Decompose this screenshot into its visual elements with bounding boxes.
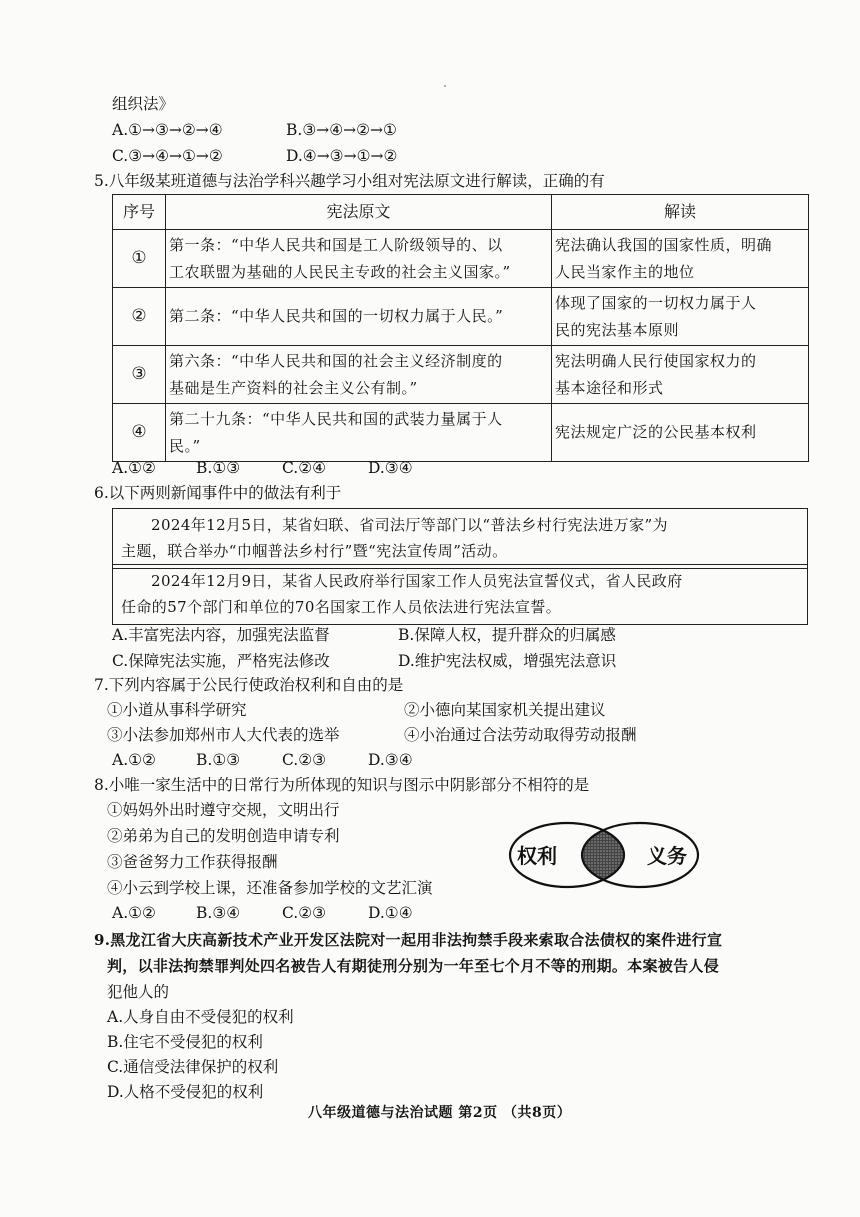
table-row [113, 288, 809, 346]
q9-option-a: A.人身自由不受侵犯的权利 [107, 1008, 294, 1026]
header-text: 宪法原文 [166, 195, 552, 230]
news1-line1: 2024年12月5日，某省妇联、省司法厅等部门以“普法乡村行宪法进万家”为 [151, 516, 668, 534]
row-num: ③ [113, 346, 166, 404]
q4-option-d: D.④→③→①→② [286, 147, 398, 165]
row-text-l1: 第二十九条：“中华人民共和国的武装力量属于人 [169, 410, 503, 429]
q8-option-c: C.②③ [282, 904, 327, 922]
row-interp-l1: 体现了国家的一切权力属于人 [555, 294, 757, 313]
q9-option-d: D.人格不受侵犯的权利 [107, 1083, 264, 1101]
q7-stem: 7.下列内容属于公民行使政治权利和自由的是 [94, 676, 404, 694]
q4-option-c: C.③→④→①→② [112, 147, 223, 165]
venn-left-label: 权利 [517, 844, 557, 868]
q5-option-a: A.①② [112, 459, 156, 477]
row-interp [552, 404, 809, 462]
constitution-table [112, 194, 809, 462]
q7-option-c: C.②③ [282, 751, 327, 769]
q9-option-c: C.通信受法律保护的权利 [107, 1058, 279, 1076]
row-num: ② [113, 288, 166, 346]
q5-option-d: D.③④ [368, 459, 413, 477]
row-interp-l2: 人民当家作主的地位 [555, 262, 695, 281]
q8-item-3: ③爸爸努力工作获得报酬 [107, 853, 278, 871]
q7-item-1: ①小道从事科学研究 [107, 701, 247, 719]
row-num: ④ [113, 404, 166, 462]
scan-speck [444, 85, 446, 87]
q8-stem: 8.小唯一家生活中的日常行为所体现的知识与图示中阴影部分不相符的是 [94, 776, 590, 794]
row-interp-l1: 宪法明确人民行使国家权力的 [555, 352, 757, 371]
q7-item-3: ③小法参加郑州市人大代表的选举 [107, 726, 340, 744]
q9-stem-line1: 9.黑龙江省大庆高新技术产业开发区法院对一起用非法拘禁手段来索取合法债权的案件进行宣 [94, 931, 723, 949]
q6-option-a: A.丰富宪法内容，加强宪法监督 [112, 626, 330, 644]
q4-continuation: 组织法》 [112, 95, 175, 113]
q4-option-a: A.①→③→②→④ [112, 121, 223, 139]
row-text [166, 230, 552, 288]
table-row [113, 346, 809, 404]
rights-duties-venn-diagram [507, 820, 702, 890]
row-text-l2: 工农联盟为基础的人民民主专政的社会主义国家。” [169, 262, 511, 281]
header-interp: 解读 [552, 195, 809, 230]
q8-option-a: A.①② [112, 904, 156, 922]
row-text-l1: 第六条：“中华人民共和国的社会主义经济制度的 [169, 352, 503, 371]
row-text [166, 288, 552, 346]
row-interp [552, 230, 809, 288]
row-interp-l1: 宪法确认我国的国家性质，明确 [555, 236, 773, 255]
news-box-1 [112, 508, 808, 569]
row-text-l1: 第二条：“中华人民共和国的一切权力属于人民。” [169, 307, 504, 326]
q5-option-b: B.①③ [196, 459, 241, 477]
table-row [113, 230, 809, 288]
row-text [166, 346, 552, 404]
row-text-l2: 基础是生产资料的社会主义公有制。” [169, 378, 418, 397]
q8-item-4: ④小云到学校上课，还准备参加学校的文艺汇演 [107, 879, 433, 897]
row-interp-l2: 基本途径和形式 [555, 378, 664, 397]
row-num: ① [113, 230, 166, 288]
q6-option-c: C.保障宪法实施，严格宪法修改 [112, 652, 330, 670]
q7-item-2: ②小德向某国家机关提出建议 [404, 701, 606, 719]
news2-line2: 任命的57个部门和单位的70名国家工作人员依法进行宪法宣誓。 [121, 597, 562, 616]
q9-stem-line3: 犯他人的 [107, 983, 170, 1001]
q6-option-d: D.维护宪法权威，增强宪法意识 [398, 652, 617, 670]
row-interp-l1: 宪法规定广泛的公民基本权利 [555, 423, 757, 442]
row-text-l1: 第一条：“中华人民共和国是工人阶级领导的、以 [169, 236, 503, 255]
table-row [113, 404, 809, 462]
q6-stem: 6.以下两则新闻事件中的做法有利于 [94, 484, 342, 502]
q8-option-d: D.①④ [368, 904, 413, 922]
q7-item-4: ④小治通过合法劳动取得劳动报酬 [404, 726, 637, 744]
venn-right-label: 义务 [647, 844, 687, 868]
q9-option-b: B.住宅不受侵犯的权利 [107, 1033, 263, 1051]
page-footer: 八年级道德与法治试题 第2页 （共8页） [308, 1105, 572, 1121]
q8-item-1: ①妈妈外出时遵守交规，文明出行 [107, 801, 340, 819]
q5-option-c: C.②④ [282, 459, 327, 477]
q9-stem-line2: 判，以非法拘禁罪判处四名被告人有期徒刑分别为一年至七个月不等的刑期。本案被告人侵 [107, 957, 720, 975]
q7-option-b: B.①③ [196, 751, 241, 769]
q5-stem: 5.八年级某班道德与法治学科兴趣学习小组对宪法原文进行解读，正确的有 [94, 172, 605, 190]
news1-line2: 主题，联合举办“巾帼普法乡村行”暨“宪法宣传周”活动。 [121, 541, 508, 560]
header-num: 序号 [113, 195, 166, 230]
q4-option-b: B.③→④→②→① [286, 121, 397, 139]
news2-line1: 2024年12月9日，某省人民政府举行国家工作人员宪法宣誓仪式，省人民政府 [151, 572, 683, 590]
row-text-l2: 民。” [169, 436, 201, 455]
row-interp-l2: 民的宪法基本原则 [555, 320, 680, 339]
q7-option-a: A.①② [112, 751, 156, 769]
q6-option-b: B.保障人权，提升群众的归属感 [398, 626, 616, 644]
q8-item-2: ②弟弟为自己的发明创造申请专利 [107, 827, 340, 845]
row-interp [552, 346, 809, 404]
q8-option-b: B.③④ [196, 904, 241, 922]
row-interp [552, 288, 809, 346]
q7-option-d: D.③④ [368, 751, 413, 769]
table-header-row [113, 195, 809, 230]
row-text [166, 404, 552, 462]
news-box-2 [112, 564, 808, 625]
